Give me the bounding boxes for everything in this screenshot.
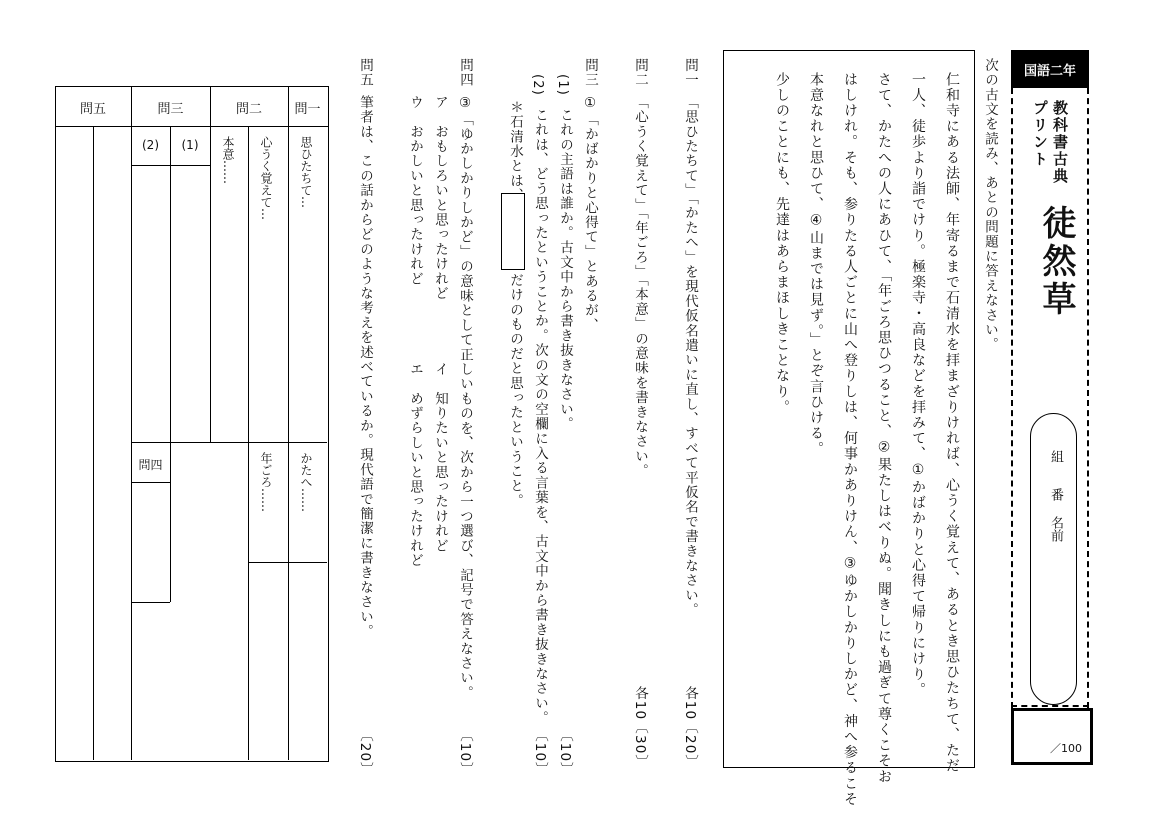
q3-sub1-text: これの主語は誰か。古文中から書き抜きなさい。 (557, 108, 573, 432)
q2-label: 問二 (632, 58, 648, 88)
score-label: ／100 (1050, 742, 1082, 755)
q3-note-head: ＊石清水とは、 (507, 100, 523, 203)
grid-h-q1b (248, 562, 327, 563)
q4-label: 問四 (457, 58, 473, 88)
q1-label: 問一 (682, 58, 698, 88)
passage-line-5: 本意なれと思ひて、④山までは見ず。」とぞ言ひける。 (808, 72, 824, 457)
grid-h-q3-sub (131, 165, 210, 166)
grid-q4-label: 問四 (138, 458, 163, 472)
grid-q1-cell-1: 思ひたちて… (299, 136, 313, 208)
name-field-ban: 番 (1048, 488, 1063, 501)
passage-line-3: さて、かたへの人にあひて、「年ごろ思ひつること、②果たしはべりぬ。聞きしにも過ぎて尊くこそお (876, 72, 892, 785)
grid-q2-cell-3: 年ごろ…… (259, 452, 273, 512)
q4-points: 〔10〕 (457, 728, 473, 777)
q2-points: 各10〔30〕 (632, 686, 648, 770)
q3-sub1-points: 〔10〕 (557, 728, 573, 777)
grid-q3-sub2: (2) (142, 138, 159, 152)
name-field-namae: 名前 (1048, 516, 1063, 542)
textbook-label-2: プリント (1031, 100, 1049, 168)
grid-v-q3-split (170, 126, 171, 602)
grid-h-q4 (131, 482, 170, 483)
passage-line-6: 少しのことにも、先達はあらまほしきことなり。 (774, 72, 790, 416)
grid-header-q1: 問一 (294, 102, 321, 117)
q3-sub2-text: これは、どう思ったということか。次の文の空欄に入る言葉を、古文中から書き抜きなさい。 (532, 108, 548, 726)
q4-text: ③「ゆかしかりしかど」の意味として正しいものを、次から一つ選び、記号で答えなさい。 (457, 95, 473, 701)
grid-header-q2: 問二 (235, 102, 262, 117)
grid-q2-cell-2: 本意…… (221, 136, 235, 184)
passage-line-1: 仁和寺にある法師、年寄るまで石清水を拝まざりければ、心うく覚えて、あるとき思ひたちて、ただ (944, 72, 960, 774)
score-box (1011, 708, 1093, 765)
passage-line-2: 一人、徒歩より詣でけり。極楽寺・高良などを拝みて、①かばかりと心得て帰りにけり。 (910, 72, 926, 698)
q3-sub1-label: (1) (555, 74, 570, 97)
q3-intro: ①「かばかりと心得て」とあるが、 (582, 95, 598, 333)
q3-note-tail: だけのものだと思ったということ。 (507, 273, 523, 509)
instruction: 次の古文を読み、あとの問題に答えなさい。 (982, 58, 998, 352)
q3-blank-box[interactable] (501, 193, 525, 270)
textbook-label-1: 教科書古典 (1051, 100, 1069, 185)
grid-h-q1 (288, 442, 327, 443)
header-dash-left (1011, 88, 1013, 708)
q5-label: 問五 (357, 58, 373, 88)
q3-sub2-points: 〔10〕 (532, 728, 548, 777)
name-field-kumi: 組 (1048, 450, 1063, 463)
q3-sub2-label: (2) (530, 74, 545, 97)
q5-text: 筆者は、この話からどのような考えを述べているか。現代語で簡潔に書きなさい。 (357, 95, 373, 639)
grid-v-q2-split (248, 126, 249, 760)
grid-v-2 (210, 86, 211, 442)
grid-q3-sub1: (1) (181, 138, 199, 152)
grid-v-1 (131, 86, 132, 760)
q3-label: 問三 (582, 58, 598, 88)
header-dash-bottom (1011, 705, 1089, 707)
grid-h-q4-bottom (131, 602, 170, 603)
q5-points: 〔20〕 (357, 728, 373, 777)
grid-q2-cell-1: 心うく覚えて… (259, 136, 273, 220)
grid-header-q3: 問三 (157, 102, 184, 117)
grade-label: 国語二年 (1011, 50, 1089, 88)
grid-q1-cell-2: かたへ…… (299, 452, 313, 512)
q4-choice-i: イ 知りたいと思ったけれど (432, 362, 448, 554)
passage-line-4: はしけれ。そも、参りたる人ごとに山へ登りしは、何事かありけん、③ゆかしかりしかど、神へ参るこそ (842, 72, 858, 808)
header-dash-right (1087, 88, 1089, 708)
grid-v-q5-split (93, 126, 94, 760)
q4-choice-u: ウ おかしいと思ったけれど (407, 95, 423, 287)
grid-v-3 (288, 86, 289, 760)
q4-choice-a: ア おもしろいと思ったけれど (432, 95, 448, 301)
grid-h-mid (131, 442, 288, 443)
q1-text: 「思ひたちて」「かたへ」を現代仮名遣いに直し、すべて平仮名で書きなさい。 (682, 95, 698, 618)
q2-text: 「心うく覚えて」「年ごろ」「本意」の意味を書きなさい。 (632, 95, 648, 479)
page-title: 徒然草 (1036, 205, 1076, 319)
q1-points: 各10〔20〕 (682, 686, 698, 770)
q4-choice-e: エ めずらしいと思ったけれど (407, 362, 423, 568)
grid-header-q5: 問五 (79, 102, 106, 117)
